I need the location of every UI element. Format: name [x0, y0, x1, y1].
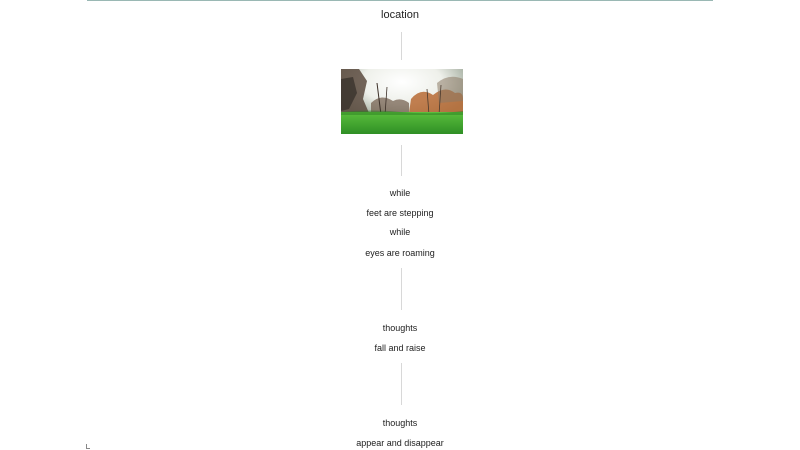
poem-line: feet are stepping	[366, 208, 434, 218]
poem-line: thoughts	[382, 323, 418, 333]
poem-line: while	[389, 188, 411, 198]
connector-line	[401, 145, 402, 176]
connector-line	[401, 268, 402, 310]
poem-line: eyes are roaming	[365, 248, 435, 258]
connector-line	[401, 32, 402, 60]
corner-mark	[86, 444, 90, 449]
poem-line: thoughts	[382, 418, 418, 428]
poem-line: appear and disappear	[356, 438, 444, 448]
page-title: location	[381, 9, 419, 21]
landscape-photo	[341, 69, 463, 134]
top-divider	[87, 0, 713, 1]
landscape-photo-icon	[341, 69, 463, 134]
poem-line: fall and raise	[374, 343, 426, 353]
connector-line	[401, 363, 402, 405]
poem-line: while	[389, 227, 411, 237]
